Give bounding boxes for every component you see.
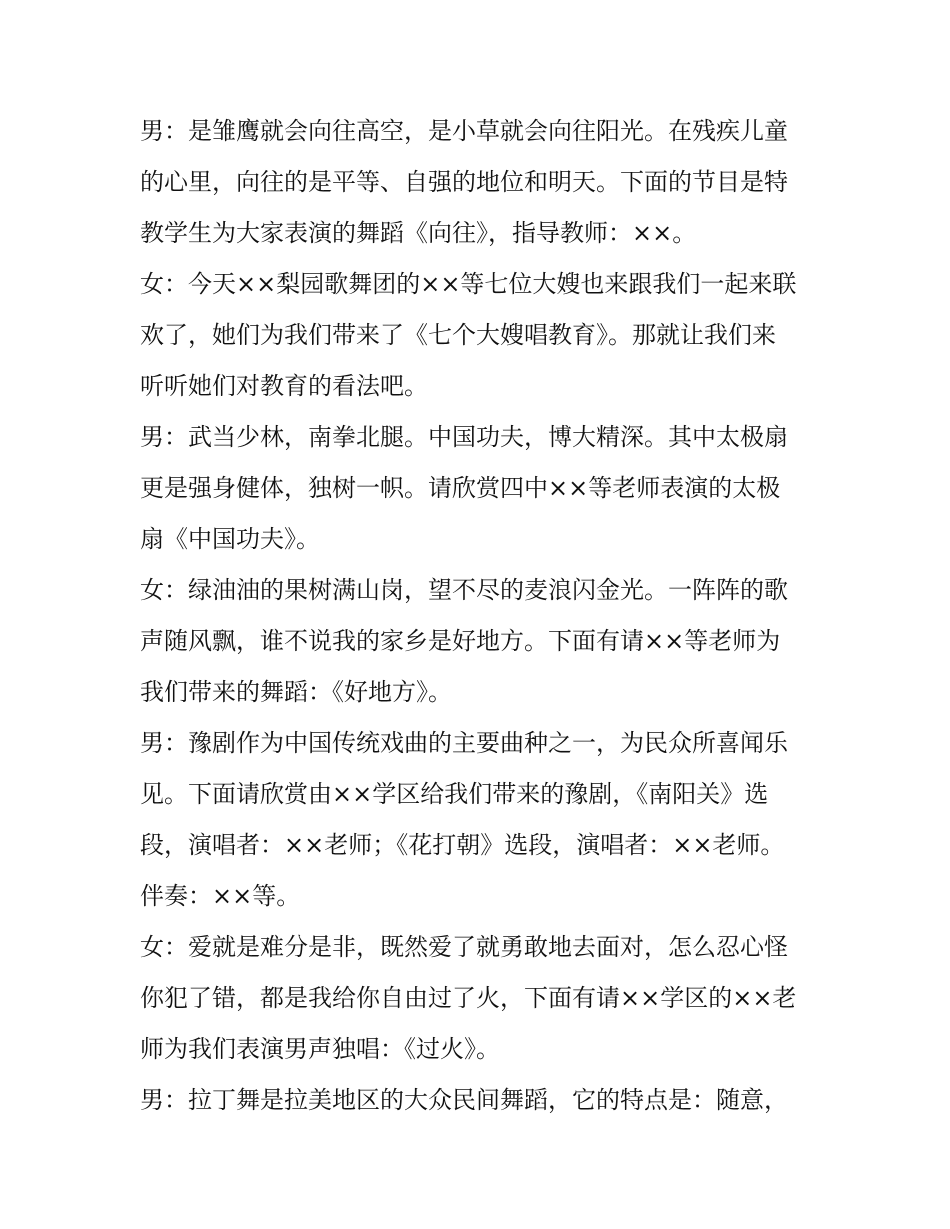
text-line: 男：豫剧作为中国传统戏曲的主要曲种之一，为民众所喜闻乐	[140, 729, 788, 757]
text-line: 女：绿油油的果树满山岗，望不尽的麦浪闪金光。一阵阵的歌	[140, 576, 788, 604]
dialogue-paragraph-1	[140, 106, 812, 259]
text-line: 男：是雏鹰就会向往高空，是小草就会向往阳光。在残疾儿童	[140, 117, 788, 145]
text-line: 听听她们对教育的看法吧。	[140, 372, 428, 400]
document-body	[140, 106, 812, 1126]
dialogue-paragraph-7	[140, 1075, 812, 1126]
text-line: 男：武当少林，南拳北腿。中国功夫，博大精深。其中太极扇	[140, 423, 788, 451]
dialogue-paragraph-5	[140, 718, 812, 922]
text-line: 伴奏：××等。	[140, 882, 301, 910]
text-line: 欢了，她们为我们带来了《七个大嫂唱教育》。那就让我们来	[140, 321, 776, 349]
dialogue-paragraph-3	[140, 412, 812, 565]
text-line: 女：今天××梨园歌舞团的××等七位大嫂也来跟我们一起来联	[140, 270, 797, 298]
text-line: 更是强身健体，独树一帜。请欣赏四中××等老师表演的太极	[140, 474, 781, 502]
dialogue-paragraph-4	[140, 565, 812, 718]
text-line: 你犯了错，都是我给你自由过了火，下面有请××学区的××老	[140, 984, 797, 1012]
text-line: 男：拉丁舞是拉美地区的大众民间舞蹈，它的特点是：随意，	[140, 1086, 788, 1114]
text-line: 扇《中国功夫》。	[140, 525, 320, 553]
text-line: 我们带来的舞蹈：《好地方》。	[140, 678, 452, 706]
text-line: 段，演唱者：××老师；《花打朝》选段，演唱者：××老师。	[140, 831, 785, 859]
dialogue-paragraph-2	[140, 259, 812, 412]
text-line: 教学生为大家表演的舞蹈《向往》，指导教师：××。	[140, 219, 697, 247]
text-line: 的心里，向往的是平等、自强的地位和明天。下面的节目是特	[140, 168, 788, 196]
text-line: 声随风飘，谁不说我的家乡是好地方。下面有请××等老师为	[140, 627, 781, 655]
dialogue-paragraph-6	[140, 922, 812, 1075]
text-line: 女：爱就是难分是非，既然爱了就勇敢地去面对，怎么忍心怪	[140, 933, 788, 961]
text-line: 见。下面请欣赏由××学区给我们带来的豫剧，《南阳关》选	[140, 780, 769, 808]
text-line: 师为我们表演男声独唱：《过火》。	[140, 1035, 500, 1063]
